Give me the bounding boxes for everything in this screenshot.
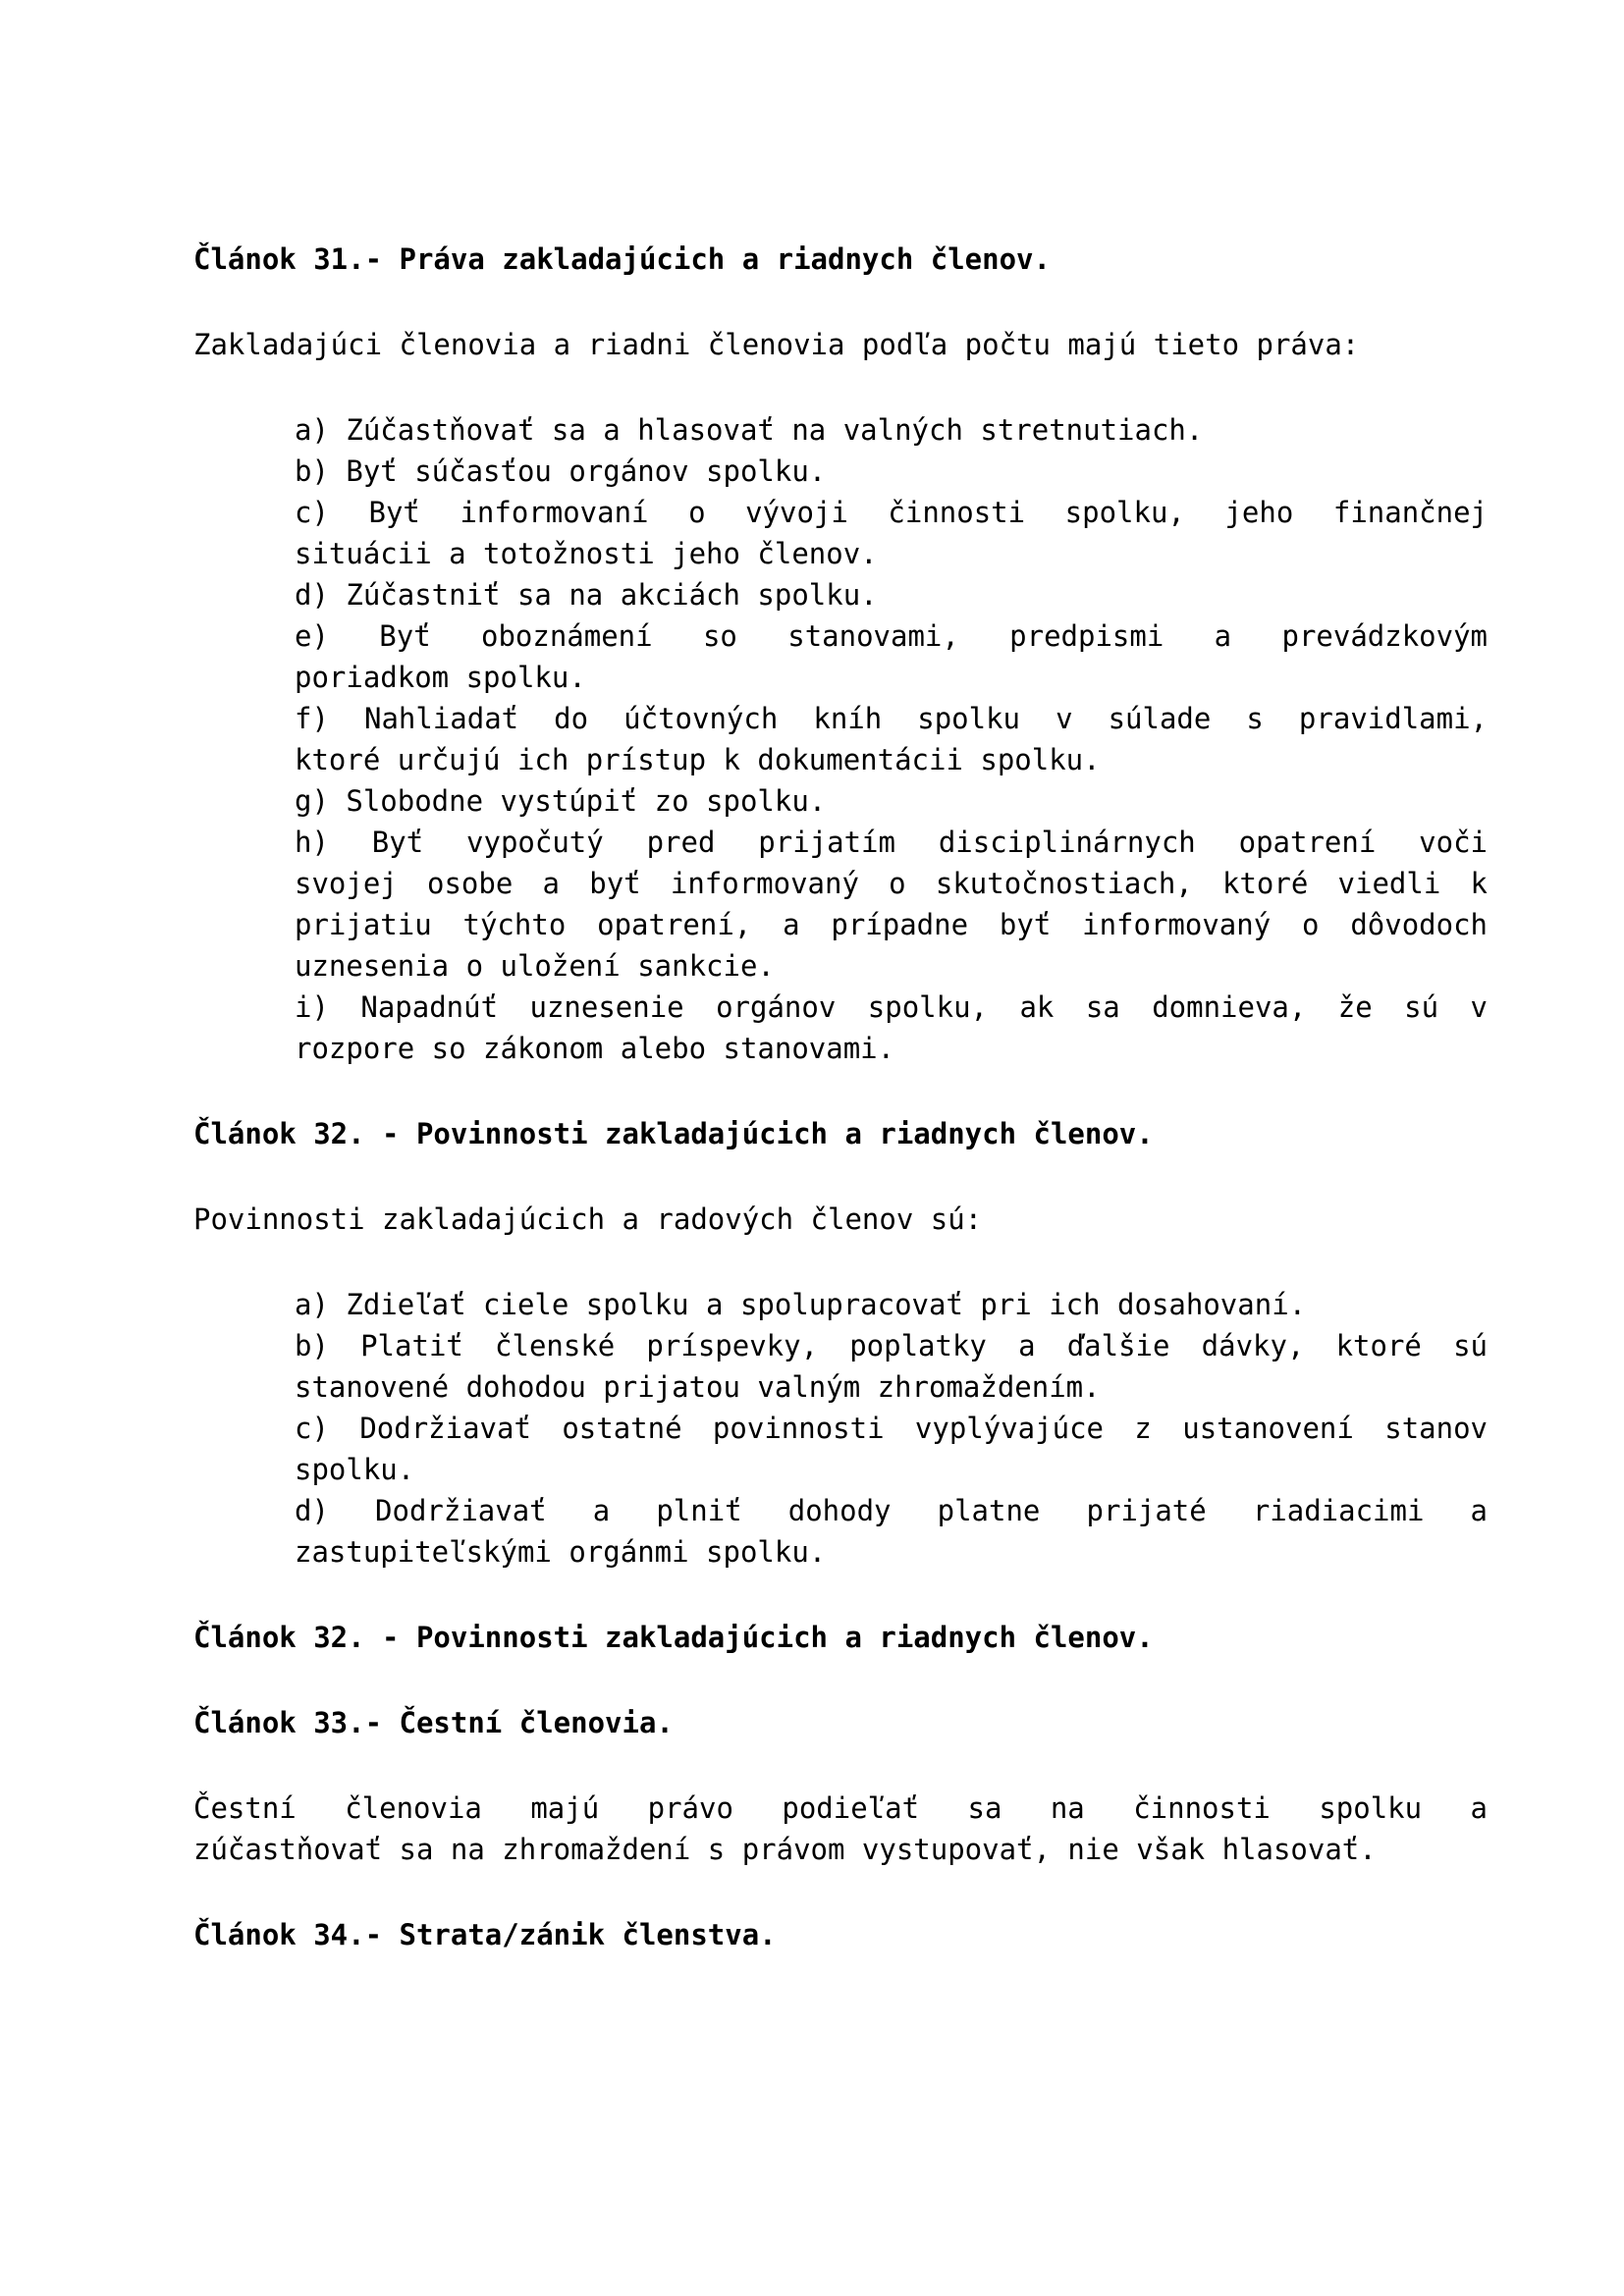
article-heading xyxy=(193,1617,1488,1658)
text-line: Zakladajúci členovia a riadni členovia podľa počtu majú tieto práva: xyxy=(193,328,1360,361)
text-line: spolku. xyxy=(295,1453,415,1486)
list-item xyxy=(295,1408,1488,1490)
list-item xyxy=(295,1490,1488,1573)
text-line: poriadkom spolku. xyxy=(295,661,586,694)
text-line: Článok 32. - Povinnosti zakladajúcich a riadnych členov. xyxy=(193,1117,1154,1150)
list-item xyxy=(295,615,1488,698)
document-body xyxy=(193,239,1488,1955)
text-line: c) Byť informovaní o vývoji činnosti spolku, jeho finančnej xyxy=(295,496,1488,529)
text-line: d) Dodržiavať a plniť dohody platne prijaté riadiacimi a xyxy=(295,1494,1488,1527)
text-line: b) Platiť členské príspevky, poplatky a ďalšie dávky, ktoré sú xyxy=(295,1329,1488,1362)
list-item xyxy=(295,574,1488,615)
text-line: e) Byť oboznámení so stanovami, predpismi a prevádzkovým xyxy=(295,619,1488,653)
paragraph xyxy=(193,324,1488,365)
text-line: i) Napadnúť uznesenie orgánov spolku, ak sa domnieva, že sú v xyxy=(295,990,1488,1024)
paragraph xyxy=(193,1199,1488,1240)
text-line: Článok 34.- Strata/zánik členstva. xyxy=(193,1918,777,1951)
text-line: rozpore so zákonom alebo stanovami. xyxy=(295,1032,895,1065)
list-item xyxy=(295,409,1488,451)
article-heading xyxy=(193,1914,1488,1955)
text-line: c) Dodržiavať ostatné povinnosti vyplývajúce z ustanovení stanov xyxy=(295,1412,1488,1445)
paragraph xyxy=(193,1788,1488,1870)
article-heading xyxy=(193,1113,1488,1154)
text-line: stanovené dohodou prijatou valným zhromaždením. xyxy=(295,1370,1101,1404)
text-line: prijatiu týchto opatrení, a prípadne byť informovaný o dôvodoch xyxy=(295,908,1488,941)
text-line: Čestní členovia majú právo podieľať sa na činnosti spolku a xyxy=(193,1791,1488,1825)
list-item xyxy=(295,698,1488,780)
text-line: h) Byť vypočutý pred prijatím disciplinárnych opatrení voči xyxy=(295,826,1488,859)
article-heading xyxy=(193,1702,1488,1743)
list-item xyxy=(295,780,1488,822)
text-line: g) Slobodne vystúpiť zo spolku. xyxy=(295,784,827,818)
text-line: d) Zúčastniť sa na akciách spolku. xyxy=(295,578,878,612)
text-line: uznesenia o uložení sankcie. xyxy=(295,949,775,983)
text-line: ktoré určujú ich prístup k dokumentácii spolku. xyxy=(295,743,1101,776)
text-line: Článok 32. - Povinnosti zakladajúcich a riadnych členov. xyxy=(193,1621,1154,1654)
text-line: Povinnosti zakladajúcich a radových členov sú: xyxy=(193,1202,983,1236)
list-item xyxy=(295,451,1488,492)
text-line: situácii a totožnosti jeho členov. xyxy=(295,537,878,570)
text-line: a) Zúčastňovať sa a hlasovať na valných stretnutiach. xyxy=(295,413,1204,447)
text-line: Článok 31.- Práva zakladajúcich a riadnych členov. xyxy=(193,242,1051,276)
list-item xyxy=(295,1284,1488,1325)
text-line: zastupiteľskými orgánmi spolku. xyxy=(295,1535,827,1569)
list-item xyxy=(295,987,1488,1069)
text-line: f) Nahliadať do účtovných kníh spolku v súlade s pravidlami, xyxy=(295,702,1488,735)
article-heading xyxy=(193,239,1488,280)
text-line: a) Zdieľať ciele spolku a spolupracovať pri ich dosahovaní. xyxy=(295,1288,1307,1321)
text-line: Článok 33.- Čestní členovia. xyxy=(193,1706,674,1739)
list-item xyxy=(295,822,1488,987)
text-line: b) Byť súčasťou orgánov spolku. xyxy=(295,454,827,488)
text-line: zúčastňovať sa na zhromaždení s právom vystupovať, nie však hlasovať. xyxy=(193,1833,1377,1866)
list-item xyxy=(295,1325,1488,1408)
text-line: svojej osobe a byť informovaný o skutočnostiach, ktoré viedli k xyxy=(295,867,1488,900)
list-item xyxy=(295,492,1488,574)
